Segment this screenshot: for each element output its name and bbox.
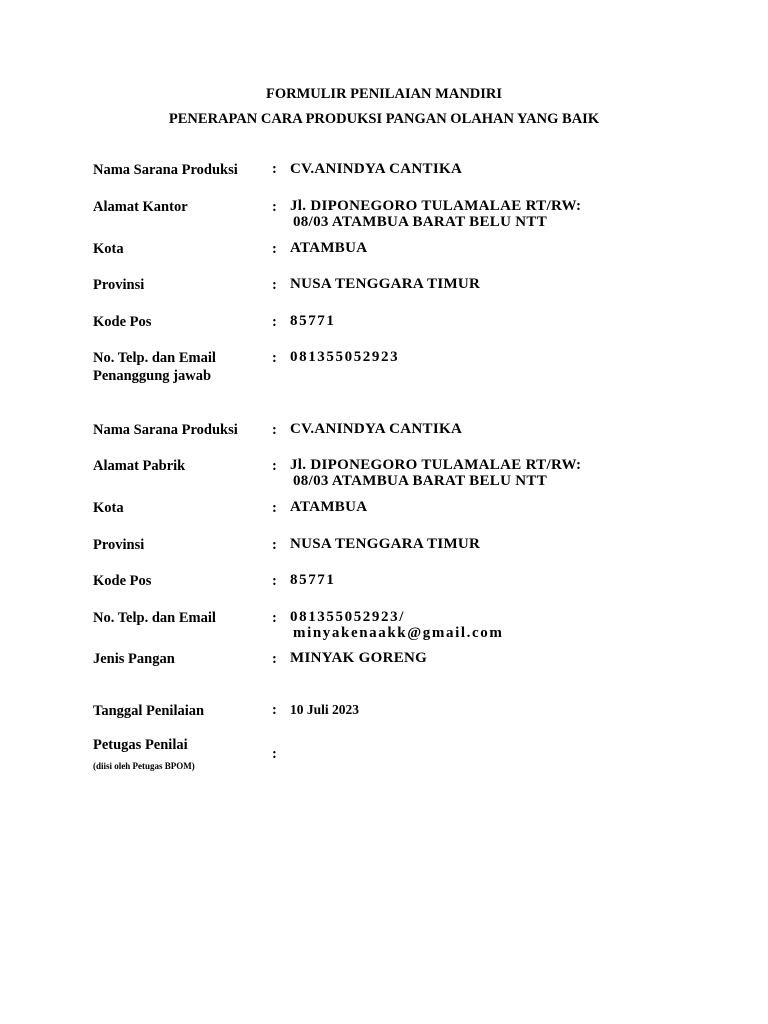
- office-phone-colon: :: [272, 350, 277, 366]
- factory-phone-line1: 081355052923/: [290, 609, 405, 625]
- factory-city-value: ATAMBUA: [290, 499, 368, 515]
- factory-name-value: CV.ANINDYA CANTIKA: [290, 421, 463, 437]
- food-type-colon: :: [272, 651, 277, 667]
- office-address-line2: 08/03 ATAMBUA BARAT BELU NTT: [293, 214, 547, 230]
- factory-address-value: [290, 457, 581, 489]
- office-phone-label-line2: Penanggung jawab: [93, 368, 212, 384]
- office-name-value: CV.ANINDYA CANTIKA: [290, 161, 463, 177]
- assessment-date-label: Tanggal Penilaian: [93, 703, 205, 719]
- factory-name-colon: :: [272, 422, 277, 438]
- factory-name-label: Nama Sarana Produksi: [93, 422, 238, 438]
- factory-address-line1: Jl. DIPONEGORO TULAMALAE RT/RW:: [290, 457, 582, 473]
- office-phone-label: [93, 349, 216, 385]
- factory-address-line2: 08/03 ATAMBUA BARAT BELU NTT: [293, 473, 547, 489]
- factory-province-label: Provinsi: [93, 537, 145, 553]
- office-province-colon: :: [272, 277, 277, 293]
- office-name-colon: :: [272, 161, 277, 177]
- office-address-line1: Jl. DIPONEGORO TULAMALAE RT/RW:: [290, 198, 582, 214]
- factory-city-label: Kota: [93, 500, 124, 516]
- factory-phone-value: [290, 609, 503, 641]
- assessment-officer-label: Petugas Penilai: [93, 737, 188, 753]
- factory-postal-colon: :: [272, 573, 277, 589]
- food-type-value: MINYAK GORENG: [290, 650, 428, 666]
- office-name-label: Nama Sarana Produksi: [93, 162, 238, 178]
- office-postal-label: Kode Pos: [93, 314, 152, 330]
- office-province-label: Provinsi: [93, 277, 145, 293]
- office-phone-label-line1: No. Telp. dan Email: [93, 350, 216, 366]
- factory-address-colon: :: [272, 458, 277, 474]
- form-title: FORMULIR PENILAIAN MANDIRI: [265, 86, 503, 102]
- factory-province-colon: :: [272, 537, 277, 553]
- assessment-officer-colon: :: [272, 746, 277, 762]
- office-city-label: Kota: [93, 241, 124, 257]
- office-city-value: ATAMBUA: [290, 240, 368, 256]
- form-subtitle: PENERAPAN CARA PRODUKSI PANGAN OLAHAN YANG BAIK: [168, 111, 600, 127]
- factory-email-line: minyakenaakk@gmail.com: [293, 625, 504, 641]
- factory-phone-colon: :: [272, 610, 277, 626]
- factory-postal-label: Kode Pos: [93, 573, 152, 589]
- office-phone-value: 081355052923: [290, 349, 400, 365]
- office-postal-value: 85771: [290, 313, 336, 329]
- office-address-colon: :: [272, 199, 277, 215]
- office-province-value: NUSA TENGGARA TIMUR: [290, 276, 481, 292]
- assessment-officer-note: (diisi oleh Petugas BPOM): [93, 761, 195, 771]
- office-address-value: [290, 198, 581, 230]
- factory-postal-value: 85771: [290, 572, 336, 588]
- factory-address-label: Alamat Pabrik: [93, 458, 186, 474]
- assessment-date-value: 10 Juli 2023: [290, 702, 360, 717]
- food-type-label: Jenis Pangan: [93, 651, 175, 667]
- assessment-date-colon: :: [272, 702, 277, 718]
- factory-city-colon: :: [272, 500, 277, 516]
- factory-province-value: NUSA TENGGARA TIMUR: [290, 536, 481, 552]
- office-address-label: Alamat Kantor: [93, 199, 188, 215]
- office-postal-colon: :: [272, 314, 277, 330]
- office-city-colon: :: [272, 241, 277, 257]
- factory-phone-label: No. Telp. dan Email: [93, 610, 216, 626]
